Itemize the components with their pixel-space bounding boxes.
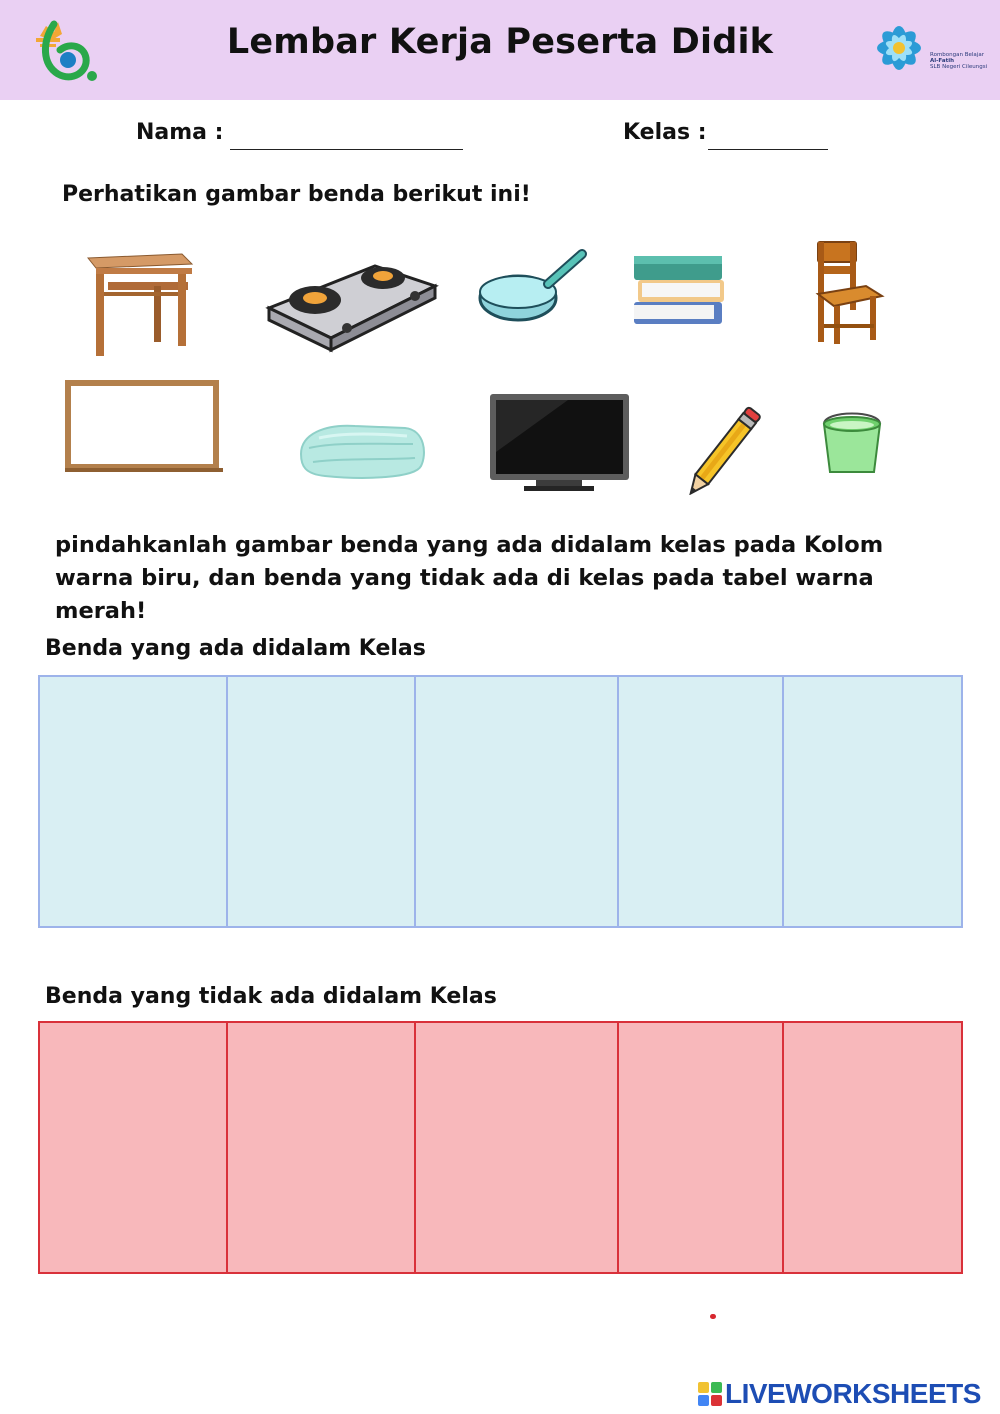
chair-icon[interactable]	[808, 236, 886, 346]
not-in-class-table-title: Benda yang tidak ada didalam Kelas	[45, 984, 497, 1009]
observe-instruction: Perhatikan gambar benda berikut ini!	[62, 182, 531, 207]
class-label: Kelas :	[623, 120, 707, 145]
drop-cell-not-in-class[interactable]	[228, 1023, 416, 1272]
drop-cell-in-class[interactable]	[228, 677, 416, 926]
logo-caption: Rombongan Belajar Al-Fatih SLB Negeri Cileungsi	[930, 52, 988, 70]
page-title: Lembar Kerja Peserta Didik	[226, 22, 774, 62]
name-label: Nama :	[136, 120, 224, 145]
drop-cell-not-in-class[interactable]	[784, 1023, 961, 1272]
books-icon[interactable]	[630, 250, 728, 328]
class-field[interactable]	[708, 149, 828, 150]
liveworksheets-logo-icon	[697, 1380, 723, 1408]
header-banner	[0, 0, 1000, 100]
drop-cell-in-class[interactable]	[619, 677, 784, 926]
drop-cell-not-in-class[interactable]	[619, 1023, 784, 1272]
drop-cell-in-class[interactable]	[784, 677, 961, 926]
drop-cell-not-in-class[interactable]	[40, 1023, 228, 1272]
drop-cell-not-in-class[interactable]	[416, 1023, 619, 1272]
not-in-class-table	[38, 1021, 963, 1274]
frying-pan-icon[interactable]	[478, 246, 593, 331]
bucket-icon[interactable]	[820, 408, 884, 476]
gas-stove-icon[interactable]	[265, 258, 440, 358]
desk-icon[interactable]	[82, 246, 197, 361]
brand-text: LIVEWORKSHEETS	[725, 1378, 981, 1409]
drop-cell-in-class[interactable]	[40, 677, 228, 926]
name-field[interactable]	[230, 149, 463, 150]
television-icon[interactable]	[488, 392, 631, 492]
whiteboard-icon[interactable]	[63, 378, 223, 474]
in-class-table-title: Benda yang ada didalam Kelas	[45, 636, 426, 661]
in-class-table	[38, 675, 963, 928]
stray-mark	[710, 1314, 716, 1319]
drop-cell-in-class[interactable]	[416, 677, 619, 926]
flower-logo-icon	[864, 12, 934, 84]
liveworksheets-brand	[697, 1376, 981, 1412]
task-instruction: pindahkanlah gambar benda yang ada didalam kelas pada Kolom warna biru, dan benda yang tidak ada di kelas pada tabel warna merah!	[55, 532, 884, 624]
pencil-icon[interactable]	[680, 400, 775, 495]
towel-icon[interactable]	[295, 414, 430, 482]
